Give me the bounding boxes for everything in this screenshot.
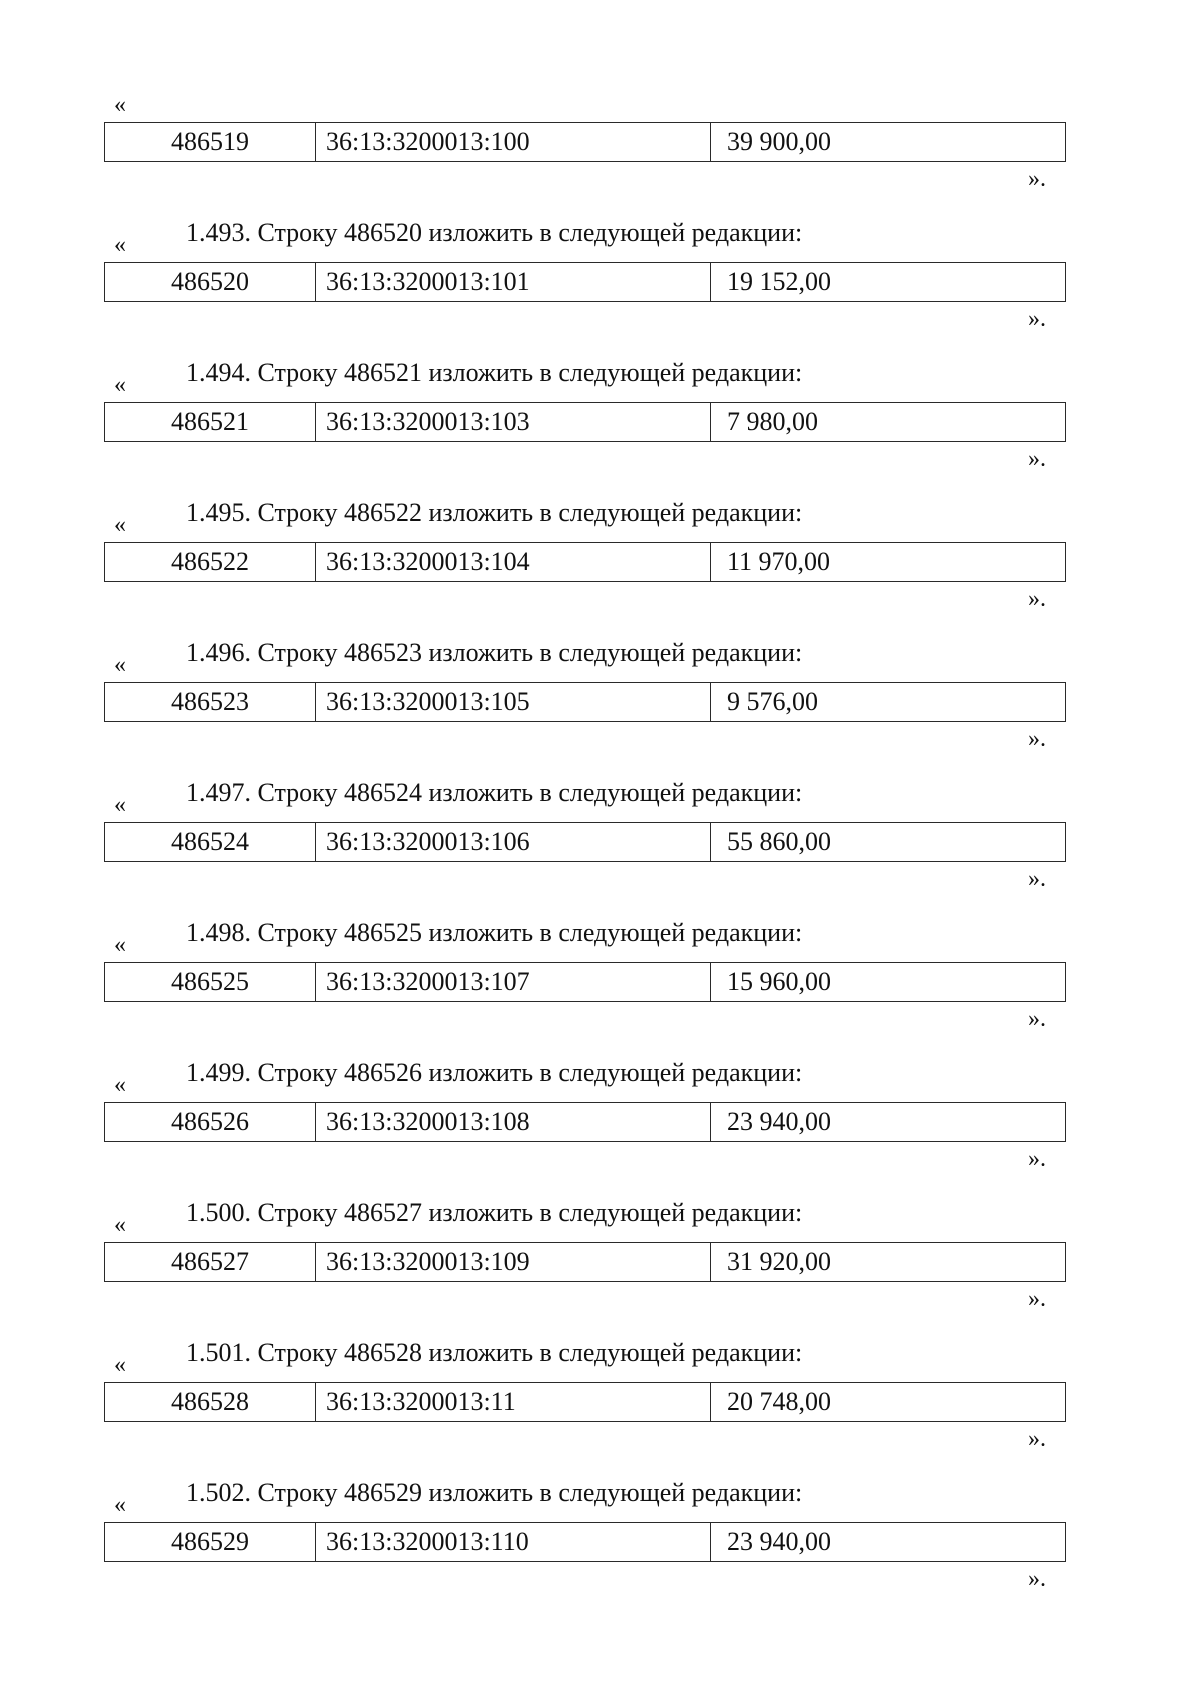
amount-cell: 23 940,00 (711, 1103, 1066, 1142)
table-row (105, 543, 1066, 582)
table-row (105, 1243, 1066, 1282)
amendment-row-table (104, 1522, 1066, 1562)
row-number-cell: 486524 (105, 823, 316, 862)
closing-quote: ». (1028, 726, 1046, 752)
amount-cell: 7 980,00 (711, 403, 1066, 442)
table-row (105, 823, 1066, 862)
table-row (105, 683, 1066, 722)
amendment-row-table (104, 262, 1066, 302)
amount-cell: 15 960,00 (711, 963, 1066, 1002)
amount-cell: 19 152,00 (711, 263, 1066, 302)
cadastral-number-cell: 36:13:3200013:11 (316, 1383, 711, 1422)
amendment-row-table (104, 542, 1066, 582)
closing-quote: ». (1028, 866, 1046, 892)
opening-quote: « (114, 92, 126, 118)
closing-quote: ». (1028, 306, 1046, 332)
table-row (105, 963, 1066, 1002)
amount-cell: 39 900,00 (711, 123, 1066, 162)
table-row (105, 403, 1066, 442)
table-row (105, 1103, 1066, 1142)
opening-quote: « (114, 1352, 126, 1378)
row-number-cell: 486525 (105, 963, 316, 1002)
amendment-heading: 1.493. Строку 486520 изложить в следующей редакции: (186, 218, 803, 247)
cadastral-number-cell: 36:13:3200013:107 (316, 963, 711, 1002)
opening-quote: « (114, 652, 126, 678)
amendment-heading: 1.500. Строку 486527 изложить в следующей редакции: (186, 1198, 803, 1227)
row-number-cell: 486522 (105, 543, 316, 582)
amendment-heading: 1.496. Строку 486523 изложить в следующей редакции: (186, 638, 803, 667)
row-number-cell: 486519 (105, 123, 316, 162)
table-row (105, 1523, 1066, 1562)
closing-quote: ». (1028, 1006, 1046, 1032)
amendment-row-table (104, 682, 1066, 722)
closing-quote: ». (1028, 166, 1046, 192)
amendment-heading: 1.501. Строку 486528 изложить в следующей редакции: (186, 1338, 803, 1367)
table-row (105, 123, 1066, 162)
cadastral-number-cell: 36:13:3200013:106 (316, 823, 711, 862)
row-number-cell: 486520 (105, 263, 316, 302)
amendment-row-table (104, 1102, 1066, 1142)
table-row (105, 1383, 1066, 1422)
amendment-heading: 1.495. Строку 486522 изложить в следующей редакции: (186, 498, 803, 527)
opening-quote: « (114, 1492, 126, 1518)
amendment-heading: 1.499. Строку 486526 изложить в следующей редакции: (186, 1058, 803, 1087)
closing-quote: ». (1028, 1286, 1046, 1312)
opening-quote: « (114, 792, 126, 818)
amendment-row-table (104, 402, 1066, 442)
amount-cell: 55 860,00 (711, 823, 1066, 862)
row-number-cell: 486521 (105, 403, 316, 442)
amount-cell: 11 970,00 (711, 543, 1066, 582)
amendment-block (0, 1478, 1200, 1662)
opening-quote: « (114, 1212, 126, 1238)
amount-cell: 9 576,00 (711, 683, 1066, 722)
closing-quote: ». (1028, 1426, 1046, 1452)
amendment-heading: 1.497. Строку 486524 изложить в следующей редакции: (186, 778, 803, 807)
amount-cell: 31 920,00 (711, 1243, 1066, 1282)
cadastral-number-cell: 36:13:3200013:109 (316, 1243, 711, 1282)
row-number-cell: 486526 (105, 1103, 316, 1142)
row-number-cell: 486523 (105, 683, 316, 722)
cadastral-number-cell: 36:13:3200013:103 (316, 403, 711, 442)
amendment-heading: 1.498. Строку 486525 изложить в следующей редакции: (186, 918, 803, 947)
cadastral-number-cell: 36:13:3200013:110 (316, 1523, 711, 1562)
row-number-cell: 486529 (105, 1523, 316, 1562)
opening-quote: « (114, 932, 126, 958)
amendment-heading: 1.502. Строку 486529 изложить в следующей редакции: (186, 1478, 803, 1507)
opening-quote: « (114, 232, 126, 258)
closing-quote: ». (1028, 446, 1046, 472)
amendment-row-table (104, 122, 1066, 162)
cadastral-number-cell: 36:13:3200013:100 (316, 123, 711, 162)
row-number-cell: 486527 (105, 1243, 316, 1282)
amount-cell: 20 748,00 (711, 1383, 1066, 1422)
row-number-cell: 486528 (105, 1383, 316, 1422)
amount-cell: 23 940,00 (711, 1523, 1066, 1562)
closing-quote: ». (1028, 1566, 1046, 1592)
table-row (105, 263, 1066, 302)
amendment-row-table (104, 822, 1066, 862)
closing-quote: ». (1028, 1146, 1046, 1172)
cadastral-number-cell: 36:13:3200013:108 (316, 1103, 711, 1142)
opening-quote: « (114, 372, 126, 398)
amendment-row-table (104, 962, 1066, 1002)
cadastral-number-cell: 36:13:3200013:105 (316, 683, 711, 722)
closing-quote: ». (1028, 586, 1046, 612)
amendment-row-table (104, 1242, 1066, 1282)
amendment-row-table (104, 1382, 1066, 1422)
amendment-heading: 1.494. Строку 486521 изложить в следующей редакции: (186, 358, 803, 387)
cadastral-number-cell: 36:13:3200013:101 (316, 263, 711, 302)
opening-quote: « (114, 1072, 126, 1098)
opening-quote: « (114, 512, 126, 538)
cadastral-number-cell: 36:13:3200013:104 (316, 543, 711, 582)
